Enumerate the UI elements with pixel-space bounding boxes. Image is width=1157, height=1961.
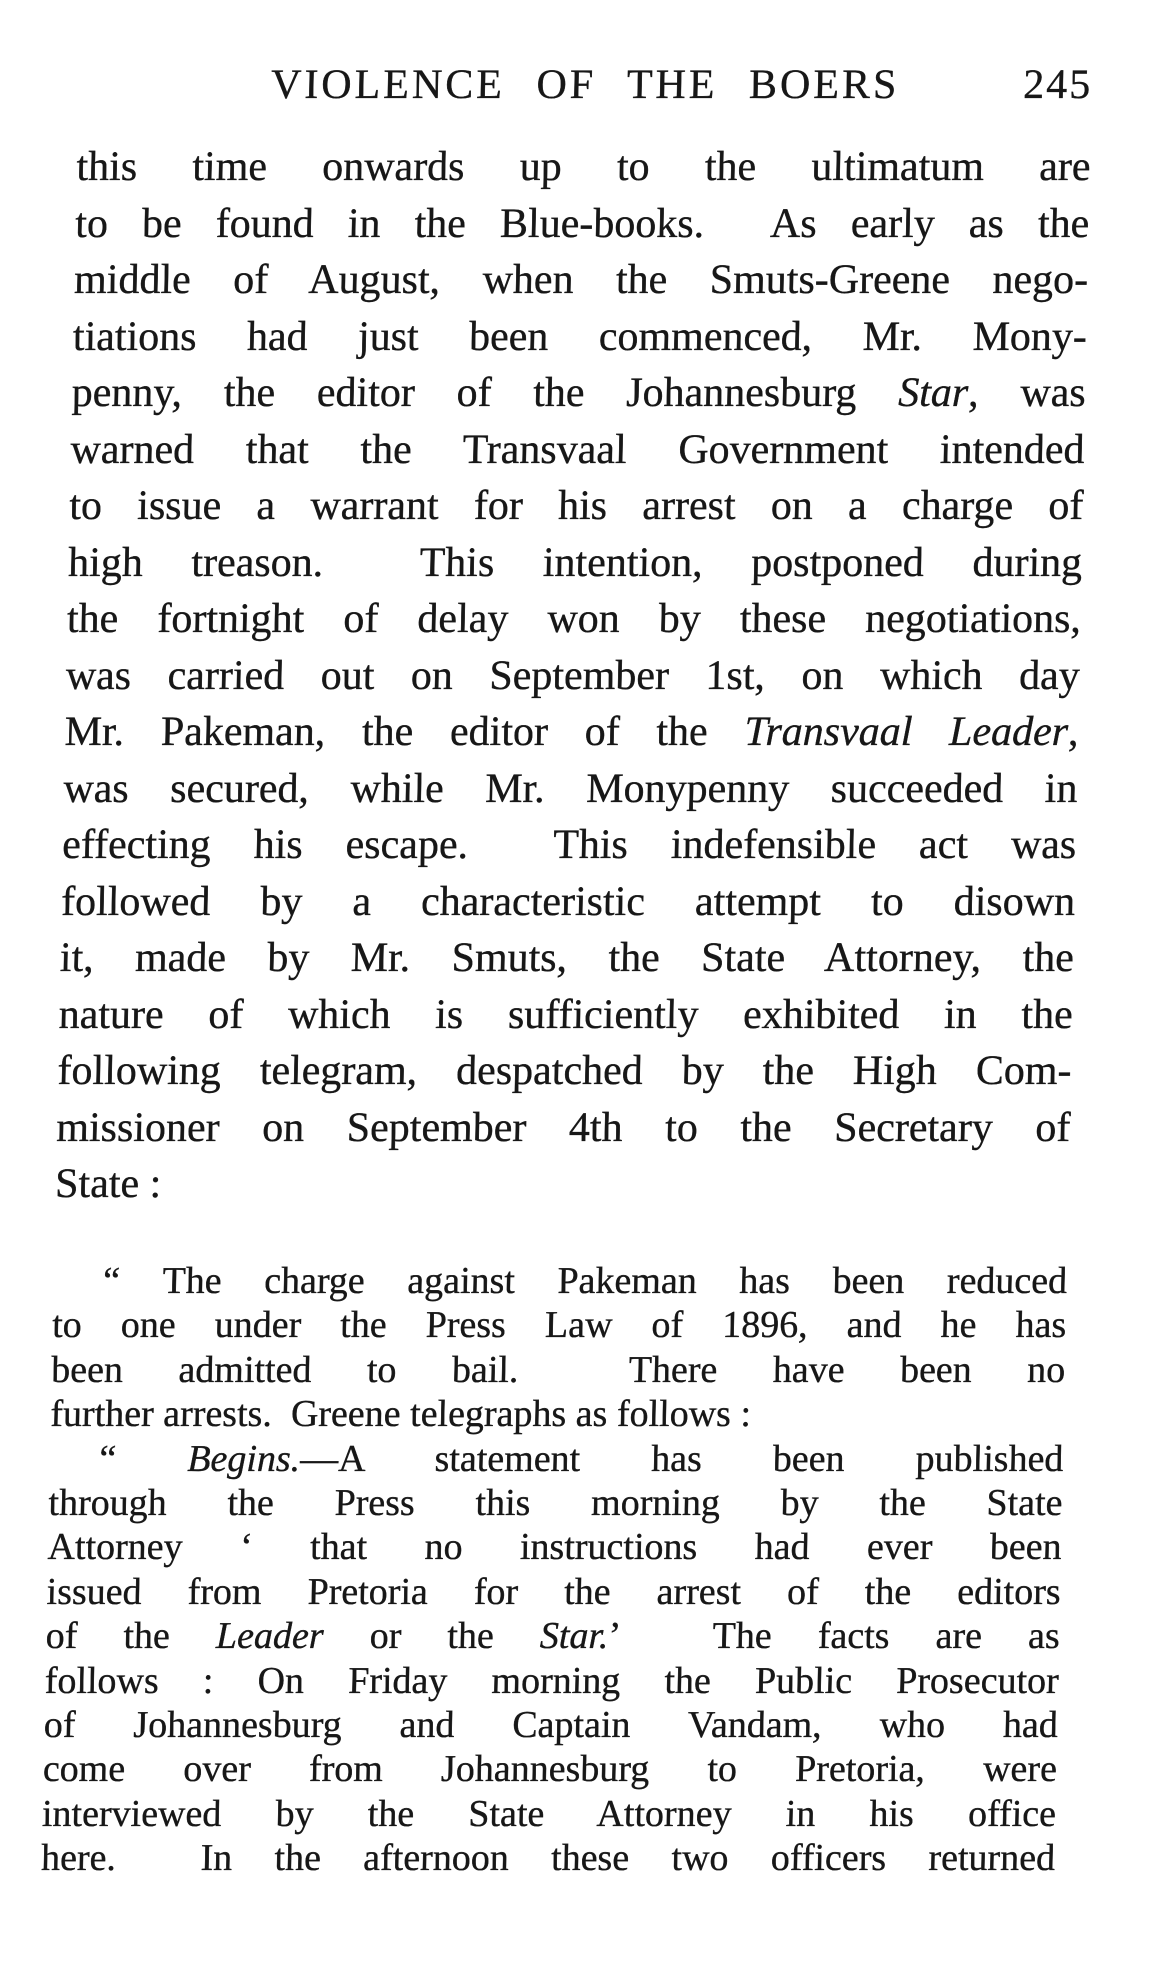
text-line (61, 874, 1076, 931)
italic-text: Star (897, 370, 969, 416)
italic-text: Leader (215, 1615, 325, 1658)
text-segment: following telegram, despatched by the High Com- (57, 1048, 1073, 1094)
text-segment: high treason. This intention, postponed during (67, 539, 1083, 586)
text-segment: of the (45, 1615, 217, 1658)
text-segment: Attorney ‘ that no instructions had ever been (47, 1526, 1063, 1569)
text-segment: penny, the editor of the Johannesburg (71, 370, 899, 416)
text-segment: come over from Johannesburg to Pretoria, were (42, 1748, 1058, 1791)
text-segment: , was (967, 370, 1087, 416)
text-segment: missioner on September 4th to the Secretary of (55, 1104, 1071, 1151)
text-segment: effecting his escape. This indefensible act was (61, 822, 1077, 868)
italic-text: Transvaal Leader (743, 709, 1069, 755)
text-line (70, 422, 1085, 479)
text-segment: followed by a characteristic attempt to disown (60, 878, 1076, 925)
text-line (74, 252, 1089, 309)
text-segment: State : (54, 1161, 162, 1207)
text-line (56, 1100, 1071, 1157)
text-segment: to one under the Press Law of 1896, and he has (51, 1304, 1067, 1347)
text-line (50, 1392, 1065, 1436)
text-segment: this time onwards up to the ultimatum are (76, 144, 1091, 190)
text-line (68, 535, 1083, 592)
text-segment: , (1067, 709, 1080, 755)
text-line (64, 704, 1079, 761)
text-segment: tiations had just been commenced, Mr. Mony- (72, 313, 1088, 360)
text-line (41, 1836, 1056, 1880)
text-line (57, 1043, 1072, 1100)
text-line (66, 591, 1081, 648)
text-line (72, 309, 1087, 366)
telegram-quote (41, 1259, 1068, 1881)
text-line (62, 817, 1077, 874)
text-segment: ’ The facts are as (608, 1615, 1061, 1658)
text-line (63, 761, 1078, 818)
running-title: VIOLENCE OF THE BOERS (270, 62, 900, 108)
text-line (76, 139, 1091, 196)
text-line (48, 1481, 1063, 1525)
text-line (45, 1614, 1060, 1658)
body-paragraph (55, 139, 1091, 1213)
italic-text: Begins. (186, 1437, 301, 1480)
text-segment: middle of August, when the Smuts-Greene nego- (73, 257, 1089, 303)
text-line (75, 196, 1090, 253)
text-segment: it, made by Mr. Smuts, the State Attorney, the (59, 935, 1075, 981)
text-line (71, 365, 1086, 422)
text-segment: “ (99, 1437, 188, 1480)
text-line (58, 987, 1073, 1044)
text-segment: the fortnight of delay won by these negotiations, (66, 596, 1082, 642)
text-line (43, 1703, 1058, 1747)
page-header (78, 60, 1093, 110)
text-line (47, 1525, 1062, 1569)
text-segment: interviewed by the State Attorney in his office (41, 1792, 1057, 1835)
text-segment: to be found in the Blue-books. As early as the (74, 200, 1090, 247)
text-line (69, 478, 1084, 535)
text-line (59, 930, 1074, 987)
text-segment: of Johannesburg and Captain Vandam, who had (43, 1704, 1059, 1747)
text-line (44, 1659, 1059, 1703)
text-segment: was carried out on September 1st, on which day (65, 652, 1081, 699)
text-segment: Mr. Pakeman, the editor of the (64, 709, 745, 755)
text-line (52, 1303, 1067, 1347)
text-line (46, 1570, 1061, 1614)
text-line (42, 1747, 1057, 1791)
text-line (42, 1792, 1057, 1836)
text-line (53, 1259, 1068, 1303)
text-segment: nature of which is sufficiently exhibited in the (58, 991, 1074, 1038)
text-segment: issued from Pretoria for the arrest of the editors (46, 1570, 1062, 1613)
text-segment: here. In the afternoon these two officers returned (40, 1837, 1056, 1880)
text-segment: follows : On Friday morning the Public Prosecutor (44, 1659, 1060, 1702)
text-line (51, 1348, 1066, 1392)
text-segment: was secured, while Mr. Monypenny succeeded in (63, 765, 1078, 812)
text-segment: been admitted to bail. There have been no (50, 1348, 1066, 1391)
text-line (65, 648, 1080, 705)
text-line (49, 1437, 1064, 1481)
text-segment: or the (323, 1615, 541, 1658)
text-segment: to issue a warrant for his arrest on a charge of (68, 483, 1084, 529)
text-segment: through the Press this morning by the State (48, 1482, 1063, 1525)
text-segment: —A statement has been published (299, 1437, 1064, 1480)
text-segment: further arrests. Greene telegraphs as follows : (49, 1393, 752, 1436)
italic-text: Star. (539, 1615, 609, 1658)
text-segment: “ The charge against Pakeman has been reduced (102, 1260, 1068, 1302)
text-segment: warned that the Transvaal Government intended (70, 426, 1086, 473)
text-line (55, 1156, 1070, 1213)
page-number: 245 (1022, 62, 1093, 108)
